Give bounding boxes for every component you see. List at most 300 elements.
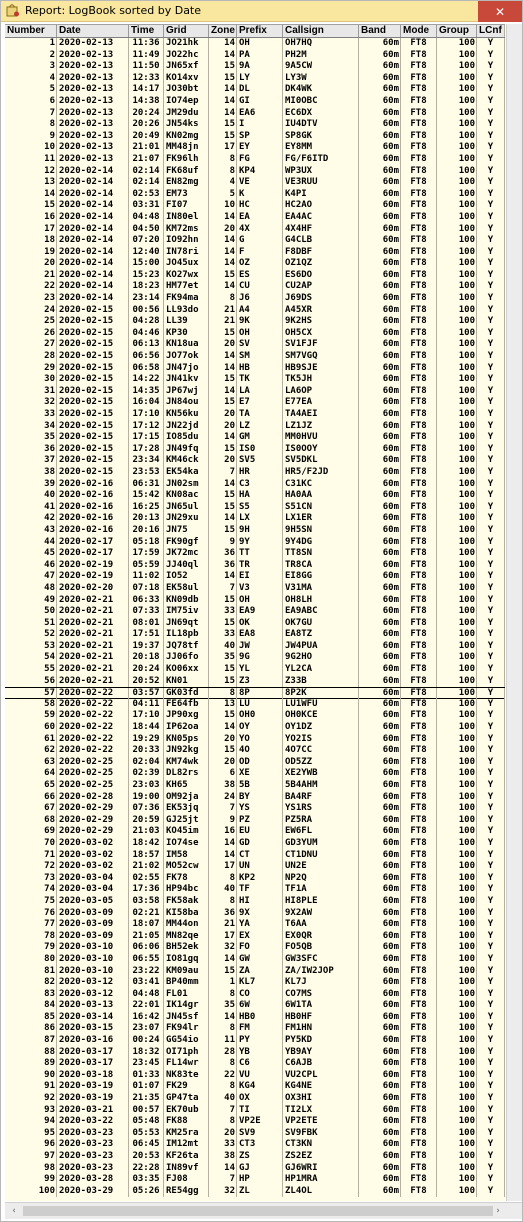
table-row[interactable] — [5, 896, 505, 908]
cell-grid: KO27wx — [164, 270, 209, 282]
cell-band: 60m — [359, 1070, 401, 1082]
cell-group: 100 — [437, 84, 477, 96]
cell-time: 21:05 — [129, 931, 164, 943]
table-row[interactable] — [5, 768, 505, 780]
cell-mode: FT8 — [401, 444, 437, 456]
cell-date: 2020-02-14 — [57, 200, 129, 212]
cell-band: 60m — [359, 537, 401, 549]
cell-grid: JN45sf — [164, 1012, 209, 1024]
table-row[interactable] — [5, 780, 505, 792]
cell-callsign: LA6OP — [283, 386, 359, 398]
cell-callsign: LY3W — [283, 73, 359, 85]
cell-number: 38 — [5, 467, 57, 479]
column-header-prefix[interactable]: Prefix — [237, 25, 283, 37]
table-row[interactable] — [5, 108, 505, 120]
column-header-date[interactable]: Date — [57, 25, 129, 37]
table-row[interactable] — [5, 1116, 505, 1128]
cell-number: 90 — [5, 1070, 57, 1082]
cell-time: 22:28 — [129, 1163, 164, 1175]
table-row[interactable] — [5, 328, 505, 340]
cell-number: 34 — [5, 421, 57, 433]
cell-zone: 21 — [209, 305, 237, 317]
table-row[interactable] — [5, 50, 505, 62]
cell-grid: JO45ux — [164, 258, 209, 270]
table-row[interactable] — [5, 339, 505, 351]
table-row[interactable] — [5, 479, 505, 491]
table-row[interactable] — [5, 1000, 505, 1012]
cell-grid: FK88 — [164, 1116, 209, 1128]
cell-prefix: OZ — [237, 258, 283, 270]
cell-lcnf: Y — [477, 177, 505, 189]
cell-grid: FK94lr — [164, 1023, 209, 1035]
cell-mode: FT8 — [401, 258, 437, 270]
table-row[interactable] — [5, 281, 505, 293]
column-header-grid[interactable]: Grid — [164, 25, 209, 37]
table-row[interactable] — [5, 652, 505, 664]
cell-time: 14:35 — [129, 386, 164, 398]
table-row[interactable] — [5, 525, 505, 537]
cell-group: 100 — [437, 722, 477, 734]
table-row[interactable] — [5, 1012, 505, 1024]
cell-date: 2020-02-21 — [57, 676, 129, 688]
table-row[interactable] — [5, 467, 505, 479]
table-row[interactable] — [5, 363, 505, 375]
cell-group: 100 — [437, 397, 477, 409]
cell-zone: 15 — [209, 490, 237, 502]
table-row[interactable] — [5, 595, 505, 607]
cell-time: 18:57 — [129, 850, 164, 862]
cell-lcnf: Y — [477, 966, 505, 978]
cell-lcnf: Y — [477, 676, 505, 688]
table-row[interactable] — [5, 432, 505, 444]
cell-zone: 20 — [209, 409, 237, 421]
cell-lcnf: Y — [477, 281, 505, 293]
cell-prefix: 4O — [237, 745, 283, 757]
table-row[interactable] — [5, 177, 505, 189]
cell-band: 60m — [359, 734, 401, 746]
table-row[interactable] — [5, 96, 505, 108]
table-row[interactable] — [5, 1139, 505, 1151]
cell-lcnf: Y — [477, 1070, 505, 1082]
table-row[interactable] — [5, 421, 505, 433]
cell-callsign: Z33B — [283, 676, 359, 688]
cell-time: 03:31 — [129, 200, 164, 212]
table-row[interactable] — [5, 73, 505, 85]
cell-mode: FT8 — [401, 131, 437, 143]
cell-date: 2020-03-09 — [57, 919, 129, 931]
cell-zone: 14 — [209, 50, 237, 62]
cell-mode: FT8 — [401, 293, 437, 305]
cell-band: 60m — [359, 444, 401, 456]
table-row[interactable] — [5, 977, 505, 989]
table-row[interactable] — [5, 1151, 505, 1163]
cell-grid: NK83te — [164, 1070, 209, 1082]
table-row[interactable] — [5, 699, 505, 711]
table-row[interactable] — [5, 235, 505, 247]
table-row[interactable] — [5, 629, 505, 641]
cell-group: 100 — [437, 316, 477, 328]
cell-grid: KO14xv — [164, 73, 209, 85]
table-row[interactable] — [5, 397, 505, 409]
table-row[interactable] — [5, 618, 505, 630]
cell-band: 60m — [359, 1000, 401, 1012]
cell-time: 11:36 — [129, 38, 164, 50]
table-row[interactable] — [5, 722, 505, 734]
table-row[interactable] — [5, 154, 505, 166]
table-row[interactable] — [5, 38, 505, 50]
table-row[interactable] — [5, 989, 505, 1001]
cell-group: 100 — [437, 734, 477, 746]
table-row[interactable] — [5, 513, 505, 525]
cell-number: 3 — [5, 61, 57, 73]
cell-zone: 7 — [209, 1174, 237, 1186]
table-row[interactable] — [5, 1047, 505, 1059]
cell-number: 44 — [5, 537, 57, 549]
cell-number: 26 — [5, 328, 57, 340]
cell-time: 06:45 — [129, 1139, 164, 1151]
horizontal-scroll-thumb[interactable] — [23, 1206, 493, 1216]
table-row[interactable] — [5, 838, 505, 850]
cell-callsign: ZA/IW2JOP — [283, 966, 359, 978]
cell-prefix: YB — [237, 1047, 283, 1059]
cell-callsign: TA4AEI — [283, 409, 359, 421]
table-row[interactable] — [5, 676, 505, 688]
cell-prefix: OH — [237, 595, 283, 607]
cell-mode: FT8 — [401, 1058, 437, 1070]
cell-grid: HP94bc — [164, 884, 209, 896]
table-row[interactable] — [5, 351, 505, 363]
table-row[interactable] — [5, 247, 505, 259]
table-row[interactable] — [5, 815, 505, 827]
column-header-callsign[interactable]: Callsign — [283, 25, 359, 37]
table-row[interactable] — [5, 1128, 505, 1140]
table-row[interactable] — [5, 374, 505, 386]
cell-callsign: PH2M — [283, 50, 359, 62]
table-row[interactable] — [5, 606, 505, 618]
cell-group: 100 — [437, 977, 477, 989]
cell-number: 63 — [5, 757, 57, 769]
cell-mode: FT8 — [401, 1070, 437, 1082]
cell-lcnf: Y — [477, 61, 505, 73]
cell-lcnf: Y — [477, 1000, 505, 1012]
table-row[interactable] — [5, 200, 505, 212]
table-row[interactable] — [5, 1163, 505, 1175]
cell-callsign: ES6DO — [283, 270, 359, 282]
cell-mode: FT8 — [401, 931, 437, 943]
table-row[interactable] — [5, 386, 505, 398]
cell-callsign: S51CN — [283, 502, 359, 514]
cell-zone: 32 — [209, 942, 237, 954]
cell-band: 60m — [359, 212, 401, 224]
cell-grid: KF26ta — [164, 1151, 209, 1163]
vertical-scrollbar[interactable] — [506, 24, 522, 1201]
cell-mode: FT8 — [401, 664, 437, 676]
table-row[interactable] — [5, 189, 505, 201]
cell-group: 100 — [437, 119, 477, 131]
cell-prefix: EX — [237, 931, 283, 943]
cell-mode: FT8 — [401, 96, 437, 108]
cell-prefix: LU — [237, 699, 283, 711]
column-header-band[interactable]: Band — [359, 25, 401, 37]
cell-prefix: GJ — [237, 1163, 283, 1175]
cell-callsign: UN2E — [283, 861, 359, 873]
cell-number: 22 — [5, 281, 57, 293]
cell-time: 20:24 — [129, 664, 164, 676]
table-row[interactable] — [5, 270, 505, 282]
cell-callsign: LU1WFU — [283, 699, 359, 711]
table-row[interactable] — [5, 745, 505, 757]
cell-zone: 15 — [209, 328, 237, 340]
cell-time: 19:00 — [129, 792, 164, 804]
cell-time: 00:57 — [129, 1105, 164, 1117]
cell-group: 100 — [437, 502, 477, 514]
table-row[interactable] — [5, 571, 505, 583]
table-row[interactable] — [5, 931, 505, 943]
cell-mode: FT8 — [401, 989, 437, 1001]
cell-date: 2020-03-10 — [57, 966, 129, 978]
cell-band: 60m — [359, 316, 401, 328]
cell-time: 18:07 — [129, 919, 164, 931]
cell-date: 2020-02-22 — [57, 745, 129, 757]
table-row[interactable] — [5, 84, 505, 96]
cell-prefix: 8P — [237, 688, 283, 700]
table-row[interactable] — [5, 537, 505, 549]
cell-grid: KN08ac — [164, 490, 209, 502]
cell-group: 100 — [437, 490, 477, 502]
cell-prefix: LZ — [237, 421, 283, 433]
table-row[interactable] — [5, 224, 505, 236]
cell-date: 2020-02-25 — [57, 780, 129, 792]
cell-zone: 15 — [209, 618, 237, 630]
table-row[interactable] — [5, 212, 505, 224]
cell-lcnf: Y — [477, 432, 505, 444]
cell-lcnf: Y — [477, 490, 505, 502]
cell-time: 02:21 — [129, 908, 164, 920]
table-row[interactable] — [5, 954, 505, 966]
column-header-number[interactable]: Number — [5, 25, 57, 37]
cell-number: 51 — [5, 618, 57, 630]
cell-number: 47 — [5, 571, 57, 583]
column-header-group[interactable]: Group — [437, 25, 477, 37]
cell-band: 60m — [359, 942, 401, 954]
table-row[interactable] — [5, 792, 505, 804]
cell-mode: FT8 — [401, 502, 437, 514]
table-row[interactable] — [5, 560, 505, 572]
cell-time: 03:41 — [129, 977, 164, 989]
cell-time: 20:59 — [129, 815, 164, 827]
table-row[interactable] — [5, 305, 505, 317]
cell-date: 2020-03-13 — [57, 1000, 129, 1012]
cell-prefix: CT — [237, 850, 283, 862]
cell-callsign: 9K2HS — [283, 316, 359, 328]
table-row[interactable] — [5, 1186, 505, 1198]
column-header-lcnf[interactable]: LCnf — [477, 25, 505, 37]
cell-band: 60m — [359, 629, 401, 641]
cell-group: 100 — [437, 688, 477, 700]
cell-date: 2020-02-17 — [57, 548, 129, 560]
cell-number: 46 — [5, 560, 57, 572]
cell-group: 100 — [437, 1151, 477, 1163]
cell-mode: FT8 — [401, 537, 437, 549]
cell-number: 91 — [5, 1081, 57, 1093]
table-row[interactable] — [5, 826, 505, 838]
cell-grid: KI58ba — [164, 908, 209, 920]
cell-grid: GJ25jt — [164, 815, 209, 827]
table-row[interactable] — [5, 734, 505, 746]
table-row[interactable] — [5, 61, 505, 73]
table-row[interactable] — [5, 664, 505, 676]
cell-time: 20:53 — [129, 1151, 164, 1163]
cell-grid: KH65 — [164, 780, 209, 792]
cell-zone: 13 — [209, 699, 237, 711]
cell-callsign: 6W1TA — [283, 1000, 359, 1012]
cell-time: 06:58 — [129, 363, 164, 375]
table-row[interactable] — [5, 166, 505, 178]
cell-band: 60m — [359, 850, 401, 862]
table-row[interactable] — [5, 884, 505, 896]
table-row[interactable] — [5, 1174, 505, 1186]
table-row[interactable] — [5, 942, 505, 954]
cell-date: 2020-02-19 — [57, 571, 129, 583]
table-row[interactable] — [5, 861, 505, 873]
cell-zone: 15 — [209, 502, 237, 514]
cell-date: 2020-02-22 — [57, 734, 129, 746]
table-row[interactable] — [5, 757, 505, 769]
cell-mode: FT8 — [401, 189, 437, 201]
cell-grid: DL82rs — [164, 768, 209, 780]
cell-mode: FT8 — [401, 676, 437, 688]
table-row[interactable] — [5, 873, 505, 885]
table-row[interactable] — [5, 316, 505, 328]
cell-date: 2020-02-13 — [57, 96, 129, 108]
table-row[interactable] — [5, 444, 505, 456]
scroll-right-icon[interactable]: › — [496, 1206, 500, 1216]
table-row[interactable] — [5, 502, 505, 514]
table-row[interactable] — [5, 119, 505, 131]
table-row[interactable] — [5, 687, 505, 699]
cell-group: 100 — [437, 989, 477, 1001]
table-row[interactable] — [5, 1093, 505, 1105]
table-row[interactable] — [5, 850, 505, 862]
table-row[interactable] — [5, 1070, 505, 1082]
cell-lcnf: Y — [477, 826, 505, 838]
table-row[interactable] — [5, 966, 505, 978]
cell-zone: 20 — [209, 339, 237, 351]
table-row[interactable] — [5, 142, 505, 154]
table-row[interactable] — [5, 455, 505, 467]
title-bar[interactable] — [1, 1, 522, 22]
cell-mode: FT8 — [401, 432, 437, 444]
table-row[interactable] — [5, 409, 505, 421]
column-header-mode[interactable]: Mode — [401, 25, 437, 37]
cell-band: 60m — [359, 1047, 401, 1059]
cell-number: 60 — [5, 722, 57, 734]
cell-prefix: 9Y — [237, 537, 283, 549]
cell-time: 20:16 — [129, 525, 164, 537]
cell-mode: FT8 — [401, 919, 437, 931]
table-row[interactable] — [5, 583, 505, 595]
table-row[interactable] — [5, 803, 505, 815]
cell-lcnf: Y — [477, 571, 505, 583]
cell-group: 100 — [437, 200, 477, 212]
table-row[interactable] — [5, 908, 505, 920]
cell-group: 100 — [437, 142, 477, 154]
cell-group: 100 — [437, 1186, 477, 1198]
cell-prefix: A4 — [237, 305, 283, 317]
table-row[interactable] — [5, 1105, 505, 1117]
cell-group: 100 — [437, 513, 477, 525]
column-header-zone[interactable]: Zone — [209, 25, 237, 37]
cell-grid: JN02sm — [164, 479, 209, 491]
close-button[interactable] — [478, 1, 522, 22]
table-row[interactable] — [5, 1035, 505, 1047]
cell-grid: IN89vf — [164, 1163, 209, 1175]
cell-date: 2020-03-15 — [57, 1023, 129, 1035]
cell-callsign: IS0OOY — [283, 444, 359, 456]
table-row[interactable] — [5, 131, 505, 143]
cell-group: 100 — [437, 177, 477, 189]
cell-zone: 20 — [209, 757, 237, 769]
cell-mode: FT8 — [401, 688, 437, 700]
cell-group: 100 — [437, 293, 477, 305]
table-row[interactable] — [5, 293, 505, 305]
cell-number: 4 — [5, 73, 57, 85]
table-row[interactable] — [5, 919, 505, 931]
cell-group: 100 — [437, 73, 477, 85]
horizontal-scrollbar[interactable] — [5, 1202, 522, 1219]
cell-number: 8 — [5, 119, 57, 131]
cell-date: 2020-02-21 — [57, 641, 129, 653]
cell-mode: FT8 — [401, 652, 437, 664]
cell-zone: 24 — [209, 792, 237, 804]
cell-grid: FK96lh — [164, 154, 209, 166]
column-header-time[interactable]: Time — [129, 25, 164, 37]
table-row[interactable] — [5, 490, 505, 502]
table-row[interactable] — [5, 710, 505, 722]
cell-zone: 15 — [209, 444, 237, 456]
cell-group: 100 — [437, 676, 477, 688]
cell-time: 18:44 — [129, 722, 164, 734]
table-row[interactable] — [5, 258, 505, 270]
cell-mode: FT8 — [401, 84, 437, 96]
table-row[interactable] — [5, 548, 505, 560]
cell-group: 100 — [437, 884, 477, 896]
cell-callsign: OX3HI — [283, 1093, 359, 1105]
cell-number: 83 — [5, 989, 57, 1001]
cell-date: 2020-02-15 — [57, 432, 129, 444]
cell-number: 71 — [5, 850, 57, 862]
cell-mode: FT8 — [401, 896, 437, 908]
cell-group: 100 — [437, 861, 477, 873]
cell-group: 100 — [437, 571, 477, 583]
cell-prefix: PY — [237, 1035, 283, 1047]
cell-date: 2020-02-14 — [57, 293, 129, 305]
cell-number: 68 — [5, 815, 57, 827]
scroll-left-icon[interactable]: ‹ — [12, 1206, 16, 1216]
cell-number: 98 — [5, 1163, 57, 1175]
cell-group: 100 — [437, 850, 477, 862]
cell-group: 100 — [437, 258, 477, 270]
cell-band: 60m — [359, 641, 401, 653]
cell-group: 100 — [437, 537, 477, 549]
cell-group: 100 — [437, 108, 477, 120]
cell-callsign: YL2CA — [283, 664, 359, 676]
cell-zone: 15 — [209, 595, 237, 607]
table-row[interactable] — [5, 1081, 505, 1093]
table-row[interactable] — [5, 641, 505, 653]
table-row[interactable] — [5, 1058, 505, 1070]
table-row[interactable] — [5, 1023, 505, 1035]
